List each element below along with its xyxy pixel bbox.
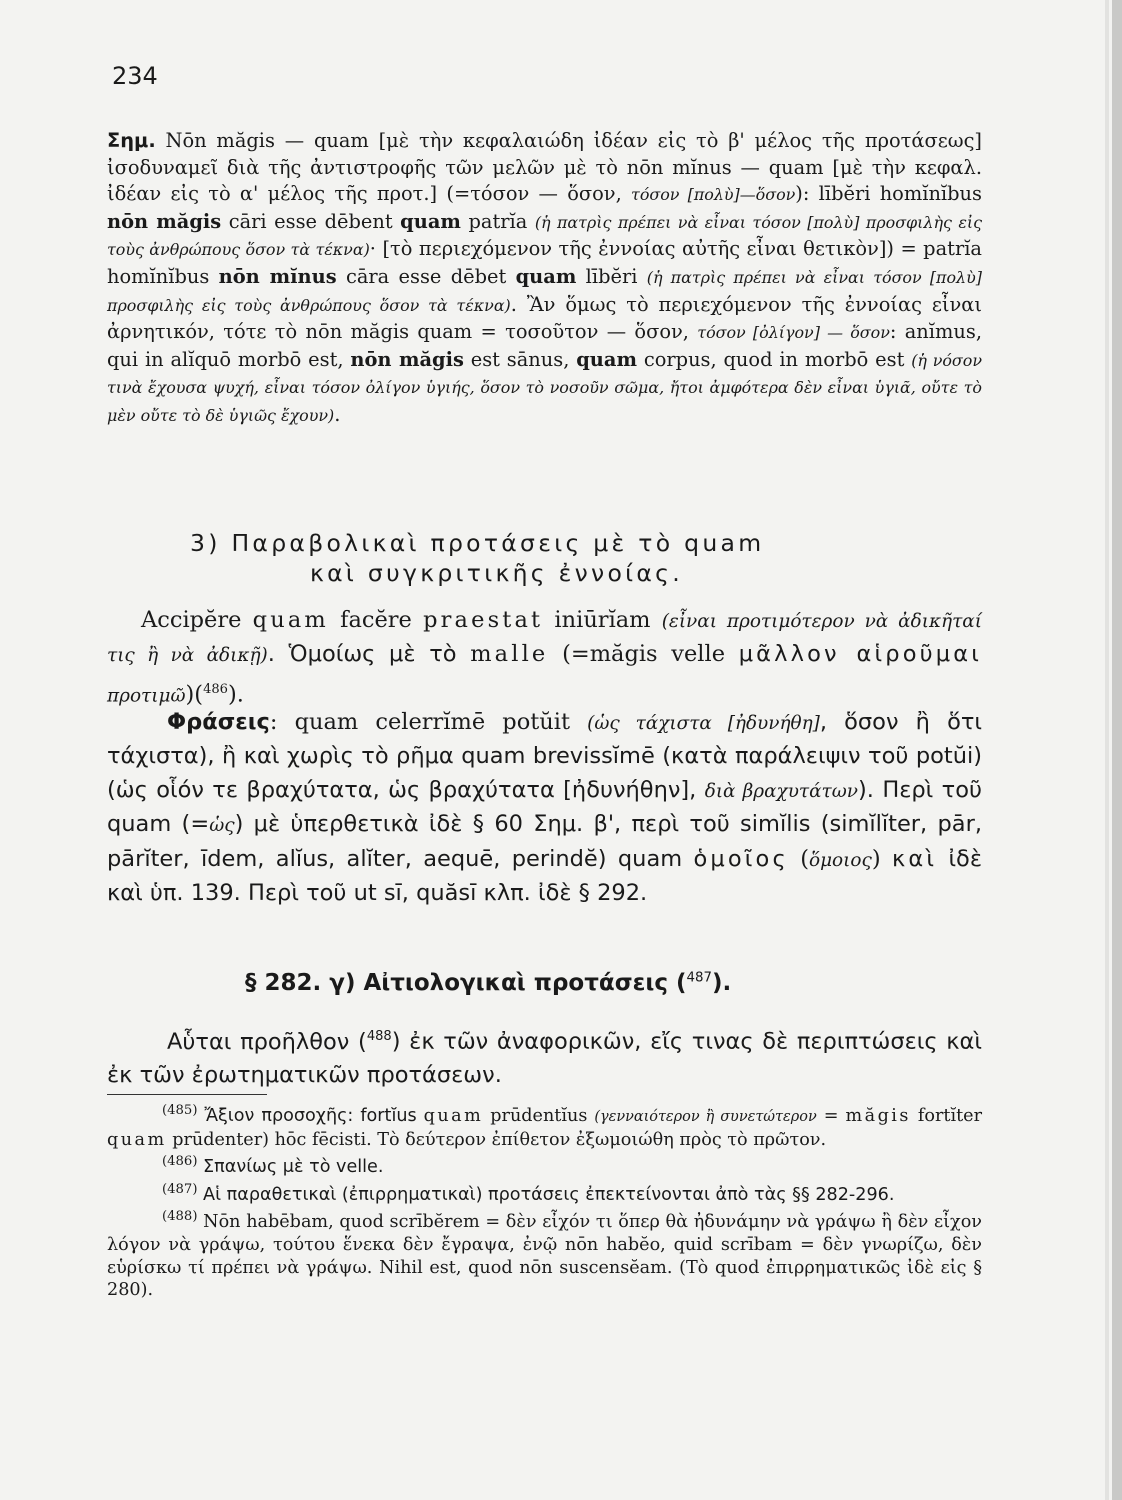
subsection-heading [190,528,930,588]
note-paragraph: Σημ. Nōn măgis — quam [μὲ τὴν κεφαλαιώδη ἰδέαν εἰς τὸ β' μέλος τῆς προτάσεως] ἰσοδυναμεῖ διὰ τῆς ἀντιστροφῆς τῶν μελῶν μὲ τὸ nōn mĭnus — quam [μὲ τὴν κεφαλ. ἰδέαν εἰς τὸ α' μέλος τῆς προτ.] (=τόσον — ὅσον, τόσον [πολὺ]—ὅσον): lībĕri homĭnĭbus nōn măgis cāri esse dēbent quam patrĭa (ἡ πατρὶς πρέπει νὰ εἶναι τόσον [πολὺ] προσφιλὴς εἰς τοὺς ἀνθρώπους ὅσον τὰ τέκνα)· [τὸ περιεχόμενον τῆς ἐννοίας αὐτῆς εἶναι θετικὸν]) = patrĭa homĭnĭbus nōn mĭnus cāra esse dēbet quam lībĕri (ἡ πατρὶς πρέπει νὰ εἶναι τόσον [πολὺ] προσφιλὴς εἰς τοὺς ἀνθρώπους ὅσον τὰ τέκνα). Ἂν ὅμως τὸ περιεχόμενον τῆς ἐννοίας εἶναι ἀρνητικόν, τότε τὸ nōn măgis quam = τοσοῦτον — ὅσον, τόσον [ὀλίγον] — ὅσον: anĭmus, qui in alĭquō morbō est, nōn măgis est sānus, quam corpus, quod in morbō est (ἡ νόσον τινὰ ἔχουσα ψυχή, εἶναι τόσον ὀλίγον ὑγιής, ὅσον τὸ νοσοῦν σῶμα, ἤτοι ἀμφότερα δὲν εἶναι ὑγιᾶ, οὔτε τὸ μὲν οὔτε τὸ δὲ ὑγιῶς ἔχουν). [107,129,982,426]
footnote-488: $^{(488)}$ Nōn habēbam, quod scrībĕrem = δὲν εἶχόν τι ὅπερ θὰ ἠδυνάμην νὰ γράψω ἢ δὲν εἶχον λόγον νὰ γράψω, τούτου ἕνεκα δὲν ἔγραψα, ἐνῷ nōn habĕo, quid scrībam = δὲν γνωρίζω, δὲν εὑρίσκω τί πρέπει νὰ γράψω. Nihil est, quod nōn suscensĕam. (Τὸ quod ἐπιρρηματικῶς ἰδὲ εἰς § 280). [107,1209,982,1301]
heading-line-2: καὶ συγκριτικῆς ἐννοίας. [310,559,683,587]
accipere-paragraph: Accipĕre quam facĕre praestat iniūrĭam (εἶναι προτιμότερον νὰ ἀδικῆταί τις ἢ νὰ ἀδικῇ). Ὁμοίως μὲ τὸ malle (=măgis velle μᾶλλον αἱροῦμαι προτιμῶ)($^{486}$). [107,607,982,708]
footnote-ref-487: 487 [686,970,712,986]
section-282-intro: Αὗται προῆλθον ($^{488}$) ἐκ τῶν ἀναφορικῶν, εἴς τινας δὲ περιπτώσεις καὶ ἐκ τῶν ἐρωτηματικῶν προτάσεων. [107,1028,982,1088]
heading-line-1: 3) Παραβολικαὶ προτάσεις μὲ τὸ quam [190,529,765,557]
footnote-ref-486: 486 [203,681,228,697]
phrases-label: Φράσεις [167,709,270,735]
page-edge-line [1105,0,1109,1500]
section-282-heading: § 282. γ) Αἰτιολογικαὶ προτάσεις ($^{487}$). [245,970,732,996]
page-edge [1112,0,1122,1500]
footnote-487: $^{(487)}$ Αἱ παραθετικαὶ (ἐπιρρηματικαὶ) προτάσεις ἐπεκτείνονται ἀπὸ τὰς §§ 282-296. [162,1181,895,1205]
footnotes [107,1100,982,1302]
footnote-485: $^{(485)}$ Ἄξιον προσοχῆς: fortĭus quam prūdentĭus (γενναιότερον ἢ συνετώτερον = măgis fortĭter quam prūdenter) hōc fēcisti. Τὸ δεύτερον ἐπίθετον ἐξωμοιώθη πρὸς τὸ πρῶτον. [107,1103,982,1150]
note-label: Σημ. [107,129,156,152]
page-number: 234 [112,62,158,90]
footnote-ref-488: 488 [366,1029,392,1044]
footnote-486: $^{(486)}$ Σπανίως μὲ τὸ velle. [162,1154,384,1178]
phrases-paragraph: Φράσεις: quam celerrĭmē potŭit (ὡς τάχιστα [ἠδυνήθη], ὅσον ἢ ὅτι τάχιστα), ἢ καὶ χωρὶς τὸ ρῆμα quam brevissĭmē (κατὰ παράλειψιν τοῦ potŭi) (ὡς οἷόν τε βραχύτατα, ὡς βραχύτατα [ἠδυνήθην], διὰ βραχυτάτων). Περὶ τοῦ quam (=ὡς) μὲ ὑπερθετικὰ ἰδὲ § 60 Σημ. β', περὶ τοῦ simĭlis (simĭlĭter, pār, pārĭter, īdem, alĭus, alĭter, aequē, perindĕ) quam ὁμοῖος (ὅμοιος) καὶ ἰδὲ καὶ ὑπ. 139. Περὶ τοῦ ut sī, quăsī κλπ. ἰδὲ § 292. [107,709,982,907]
footnote-divider [107,1094,267,1095]
section-number: § 282. [245,970,322,996]
